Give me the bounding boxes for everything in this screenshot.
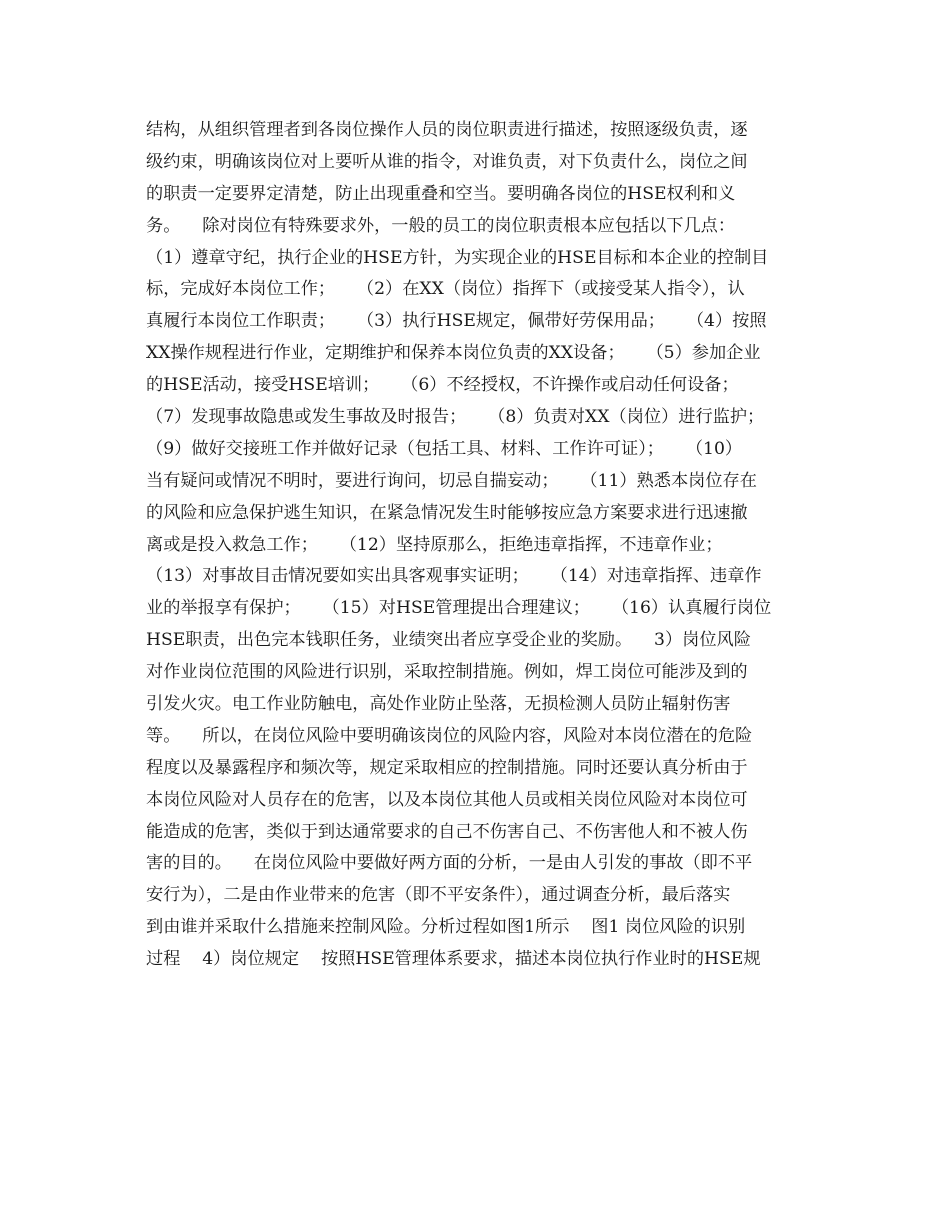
text-line: 害的目的。 在岗位风险中要做好两方面的分析，一是由人引发的事故（即不平 (146, 853, 753, 874)
text-line: 务。 除对岗位有特殊要求外，一般的员工的岗位职责根本应包括以下几点： (146, 215, 736, 236)
text-line: XX操作规程进行作业，定期维护和保养本岗位负责的XX设备； （5）参加企业 (146, 343, 761, 364)
text-line: 对作业岗位范围的风险进行识别，采取控制措施。例如，焊工岗位可能涉及到的 (146, 662, 748, 683)
text-line: 过程 4）岗位规定 按照HSE管理体系要求，描述本岗位执行作业时的HSE规 (146, 949, 761, 970)
text-line: 到由谁并采取什么措施来控制风险。分析过程如图1所示 图1 岗位风险的识别 (146, 917, 746, 938)
text-line: 的风险和应急保护逃生知识，在紧急情况发生时能够按应急方案要求进行迅速撤 (146, 502, 748, 523)
body-text (146, 115, 806, 976)
text-line: 的HSE活动，接受HSE培训； （6）不经授权，不许操作或启动任何设备； (146, 375, 739, 396)
text-line: 安行为），二是由作业带来的危害（即不平安条件），通过调查分析，最后落实 (146, 885, 731, 906)
text-line: 真履行本岗位工作职责； （3）执行HSE规定，佩带好劳保用品； （4）按照 (146, 311, 767, 332)
text-line: 等。 所以，在岗位风险中要明确该岗位的风险内容，风险对本岗位潜在的危险 (146, 725, 753, 746)
text-line: 级约束，明确该岗位对上要听从谁的指令，对谁负责，对下负责什么，岗位之间 (146, 151, 748, 172)
text-line: 引发火灾。电工作业防触电，高处作业防止坠落，无损检测人员防止辐射伤害 (146, 694, 731, 715)
text-line: 的职责一定要界定清楚，防止出现重叠和空当。要明确各岗位的HSE权利和义 (146, 183, 736, 204)
text-line: 业的举报享有保护； （15）对HSE管理提出合理建议； （16）认真履行岗位 (146, 598, 772, 619)
text-line: 离或是投入救急工作； （12）坚持原那么，拒绝违章指挥，不违章作业； (146, 534, 723, 555)
text-line: 程度以及暴露程序和频次等，规定采取相应的控制措施。同时还要认真分析由于 (146, 757, 748, 778)
text-line: 结构，从组织管理者到各岗位操作人员的岗位职责进行描述，按照逐级负责，逐 (146, 120, 748, 140)
text-line: （13）对事故目击情况要如实出具客观事实证明； （14）对违章指挥、违章作 (146, 566, 762, 587)
text-line: HSE职责，出色完本钱职任务，业绩突出者应享受企业的奖励。 3）岗位风险 (146, 630, 751, 651)
text-line: 本岗位风险对人员存在的危害，以及本岗位其他人员或相关岗位风险对本岗位可 (146, 789, 748, 810)
text-line: （7）发现事故隐患或发生事故及时报告； （8）负责对XX（岗位）进行监护； (146, 407, 765, 428)
text-line: （1）遵章守纪，执行企业的HSE方针，为实现企业的HSE目标和本企业的控制目 (146, 247, 769, 268)
text-line: 能造成的危害，类似于到达通常要求的自己不伤害自己、不伤害他人和不被人伤 (146, 821, 748, 842)
text-line: （9）做好交接班工作并做好记录（包括工具、材料、工作许可证）； （10） (146, 438, 743, 459)
text-line: 标，完成好本岗位工作； （2）在XX（岗位）指挥下（或接受某人指令），认 (146, 279, 745, 300)
text-line: 当有疑问或情况不明时，要进行询问，切忌自揣妄动； （11）熟悉本岗位存在 (146, 470, 757, 491)
